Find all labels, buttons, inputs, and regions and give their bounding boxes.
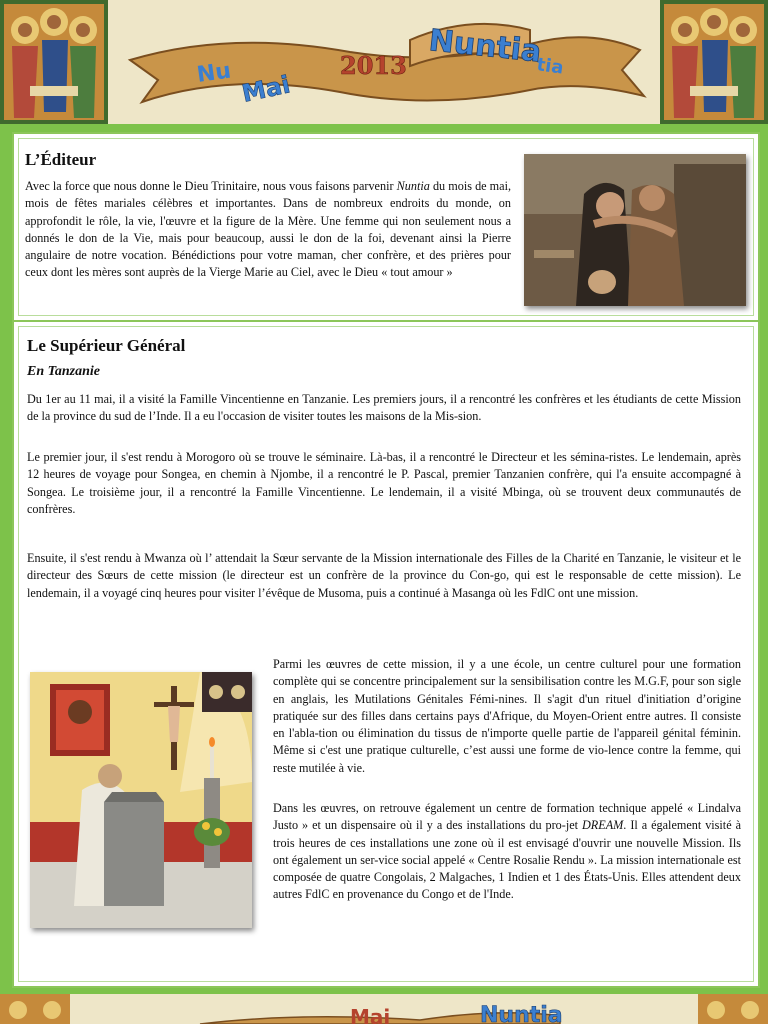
paragraph-1: Du 1er au 11 mai, il a visité la Famille Vincentienne en Tanzanie. Les premiers jours, il a rencontré les confrères et les étudiants de cette Mission de la province du sud de l’Inde. Il a eu l'occasion de visiter toutes les maisons de la Mis-sion.: [27, 392, 741, 424]
superior-title: Le Supérieur Général: [27, 336, 186, 355]
paragraph-4: Parmi les œuvres de cette mission, il y a une école, un centre culturel pour une formation complète qui se concentre principalement sur la sensibilisation contre les M.G.F, pour son sigle en anglais, les Mutilations Génitales Fémi-nines. Il s'agit d'un rituel d'initiation d’origine pratiquée sur des filles dans certains pays d'Afrique, du Moyen-Orient entre autres. Il consiste en l'abla-tion ou élimination du tissus de n'importe quelle partie de l'appareil génital féminin. Même si c'est une pratique culturelle, c’est aussi une forme de vio-lence contre la femme, qui reste mutilée à vie.: [273, 657, 741, 775]
month-label: Mai: [239, 70, 293, 108]
mass-photo: [30, 672, 252, 928]
editor-title: L’Éditeur: [25, 150, 97, 169]
footer-title: Nuntia: [480, 1003, 563, 1024]
paragraph-3: Ensuite, il s'est rendu à Mwanza où l’ attendait la Sœur servante de la Mission internationale des Filles de la Charité en Tanzanie, le visiteur et le directeur des Sœurs de cette mission (le directeur est un confrère de la province du Con-go, qui est le responsable de cette mission). Le lendemain, il a voyagé cinq heures pour visiter l’évêque de Musoma, puis a continué à Masanga où les FdlC ont une mission.: [27, 551, 741, 600]
editor-paragraph: Avec la force que nous donne le Dieu Trinitaire, nous vous faisons parvenir Nuntia du mois de mai, mois de fêtes mariales célèbres et importantes. Dans de nombreux endroits du monde, on approfondit le rôle, la vie, l'œuvre et la figure de la Mère. Une femme qui non seulement nous a donnés le don de la Vie, mais pour beaucoup, aussi le don de la foi, devenant ainsi la Pierre angulaire de notre vocation. Bénédictions pour votre maman, cher confrère, et des prières pour ceux dont les mères sont auprès de la Vierge Marie au Ciel, avec le Dieu « tout amour »: [25, 179, 512, 280]
svg-text:Nu: Nu: [195, 58, 233, 88]
year-label: 2013: [340, 51, 407, 80]
paragraph-5: Dans les œuvres, on retrouve également un centre de formation technique appelé « Lindalva Justo » et un dispensaire où il y a des installations du pro-jet DREAM. Il a également visité à trois heures de ces installations une zone où il est envisagé d'ouvrir une nouvelle Mission. Ils ont également un ser-vice social appelé « Centre Rosalie Rendu ». La mission internationale est composée de quatre Congolais, 2 Malgaches, 1 Indien et 1 des États-Unis. Elles attendent deux autres FdlC en provenance du Congo et de l'Inde.: [273, 801, 741, 902]
embrace-photo: [524, 154, 746, 306]
trinity-icon-right: [660, 0, 768, 124]
editor-section: [12, 132, 760, 322]
footer-month: Mai: [350, 1005, 391, 1024]
superior-section: [12, 320, 760, 988]
section-subtitle: En Tanzanie: [27, 364, 101, 379]
trinity-icon-left: [0, 0, 108, 124]
paragraph-2: Le premier jour, il s'est rendu à Morogoro où se trouve le séminaire. Là-bas, il a rencontré le Directeur et les sémina-ristes. Le lendemain, après 12 heures de voyage pour Songea, en chemin à Njombe, il a rencontré le P. Pascal, premier Tanzanien confrère, qui l'a ensuite accompagné à Songea. Le troisième jour, il a rencontré la Famille Vincentienne. Le lendemain, il a visité Mbinga, où se trouvent deux communautés de confrères.: [27, 450, 741, 516]
header-banner: [0, 0, 768, 124]
svg-text:tia: tia: [535, 54, 565, 79]
footer-banner: [0, 994, 768, 1024]
title-ribbon: [110, 0, 658, 124]
newsletter-title: Nuntia: [427, 23, 543, 70]
